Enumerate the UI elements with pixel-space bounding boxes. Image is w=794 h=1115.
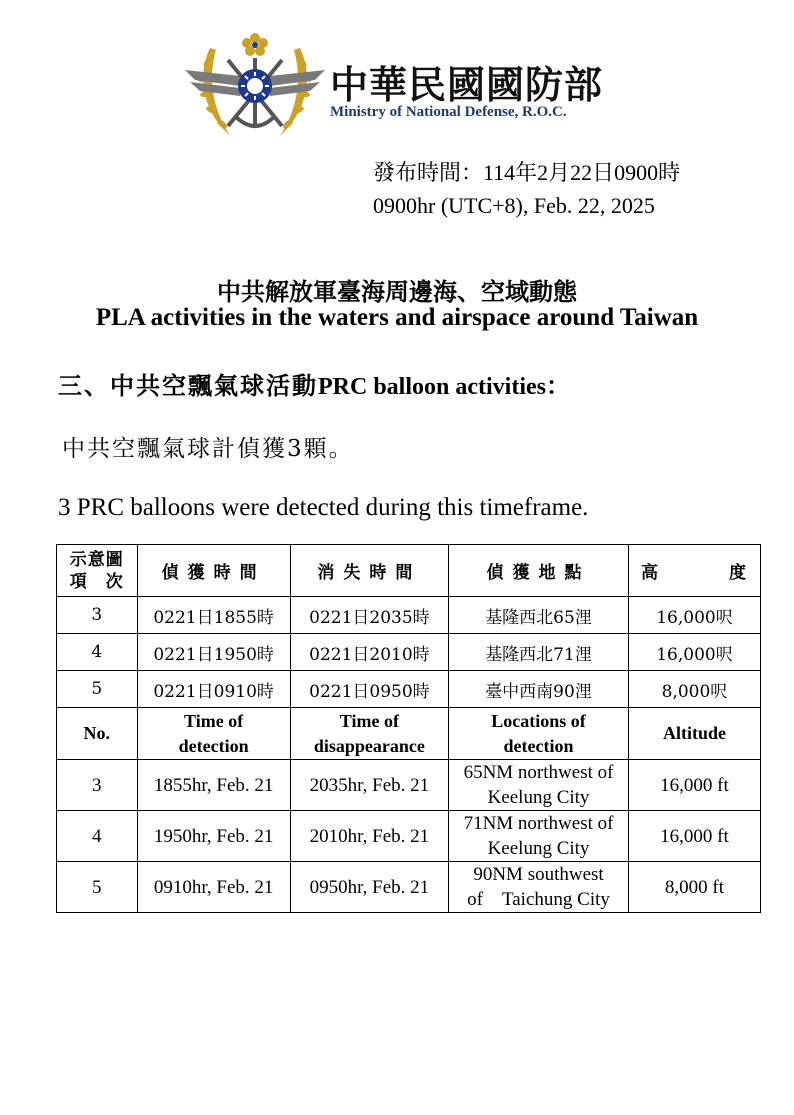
table-row <box>57 597 761 634</box>
cell-location <box>449 811 629 862</box>
cell-location: 臺中西南90浬 <box>449 671 629 708</box>
release-time <box>373 156 680 222</box>
cell-disappear: 0221日2035時 <box>290 597 448 634</box>
cell-altitude: 16,000呎 <box>628 597 760 634</box>
table-header-en <box>57 708 761 760</box>
page-title-en: PLA activities in the waters and airspace around Taiwan <box>95 304 699 331</box>
cell-location <box>449 862 629 913</box>
header-no: No. <box>57 708 138 760</box>
cell-location-line2: Keelung City <box>487 787 590 808</box>
cell-no: 4 <box>57 634 138 671</box>
release-time-en: 0900hr (UTC+8), Feb. 22, 2025 <box>373 193 655 218</box>
cell-location: 基隆西北65浬 <box>449 597 629 634</box>
cell-location <box>449 760 629 811</box>
cell-disappear: 0221日2010時 <box>290 634 448 671</box>
section-heading-zh: 三、中共空飄氣球活動 <box>58 371 318 400</box>
cell-detect: 0221日1950時 <box>137 634 290 671</box>
table-row <box>57 862 761 913</box>
section-heading-en: PRC balloon activities： <box>318 374 570 400</box>
cell-location-line1: 90NM southwest <box>473 864 604 885</box>
cell-no: 3 <box>57 597 138 634</box>
header-altitude <box>628 545 760 597</box>
header-altitude-b: 度 <box>729 563 746 583</box>
org-name-zh: 中華民國國防部 <box>330 63 604 107</box>
header-item-line1: 示意圖 <box>69 549 124 570</box>
header-location: 偵獲地點 <box>449 545 629 597</box>
cell-no: 5 <box>57 862 138 913</box>
cell-detect: 0221日1855時 <box>137 597 290 634</box>
cell-detect: 0221日0910時 <box>137 671 290 708</box>
header-altitude-en: Altitude <box>628 708 760 760</box>
cell-altitude: 16,000呎 <box>628 634 760 671</box>
header-altitude-a: 高 <box>640 563 658 583</box>
cell-altitude: 16,000 ft <box>628 811 760 862</box>
cell-no: 3 <box>57 760 138 811</box>
table-row <box>57 760 761 811</box>
header-location-line1: Locations of <box>491 710 586 731</box>
cell-altitude: 8,000 ft <box>628 862 760 913</box>
cell-no: 4 <box>57 811 138 862</box>
page-title-zh: 中共解放軍臺海周邊海、空域動態 <box>217 277 577 306</box>
cell-location: 基隆西北71浬 <box>449 634 629 671</box>
header-location-line2: detection <box>503 735 574 756</box>
cell-altitude: 16,000 ft <box>628 760 760 811</box>
mnd-emblem-icon <box>180 28 330 146</box>
header-location-en <box>449 708 629 760</box>
table-header-zh <box>57 545 761 597</box>
cell-location-line1: 65NM northwest of <box>463 762 614 783</box>
release-time-zh: 發布時間：114年2月22日0900時 <box>373 160 681 185</box>
cell-disappear: 2010hr, Feb. 21 <box>290 811 448 862</box>
header-disappear-time: 消失時間 <box>290 545 448 597</box>
header-detect-line1: Time of <box>184 710 244 731</box>
cell-location-line1: 71NM northwest of <box>463 813 614 834</box>
header-detect-time: 偵獲時間 <box>137 545 290 597</box>
cell-disappear: 2035hr, Feb. 21 <box>290 760 448 811</box>
header-detect-line2: detection <box>178 735 249 756</box>
table-row <box>57 671 761 708</box>
cell-detect: 0910hr, Feb. 21 <box>137 862 290 913</box>
table-row <box>57 634 761 671</box>
header-disappear-line2: disappearance <box>313 735 425 756</box>
table-row <box>57 811 761 862</box>
balloon-table <box>56 544 761 913</box>
header-detect-time-en <box>137 708 290 760</box>
header-logo <box>180 28 640 148</box>
cell-no: 5 <box>57 671 138 708</box>
cell-disappear: 0221日0950時 <box>290 671 448 708</box>
cell-location-line2: Keelung City <box>487 838 590 859</box>
summary-zh: 中共空飄氣球計偵獲3顆。 <box>62 436 354 462</box>
cell-detect: 1855hr, Feb. 21 <box>137 760 290 811</box>
cell-detect: 1950hr, Feb. 21 <box>137 811 290 862</box>
header-disappear-time-en <box>290 708 448 760</box>
section-heading <box>58 366 570 401</box>
org-name-en: Ministry of National Defense, R.O.C. <box>330 104 567 120</box>
header-disappear-line1: Time of <box>339 710 399 731</box>
header-item-line2: 項 次 <box>69 571 124 592</box>
cell-location-line2: of Taichung City <box>467 889 610 910</box>
cell-disappear: 0950hr, Feb. 21 <box>290 862 448 913</box>
header-item <box>57 545 138 597</box>
cell-altitude: 8,000呎 <box>628 671 760 708</box>
summary-en: 3 PRC balloons were detected during this timeframe. <box>58 494 589 521</box>
